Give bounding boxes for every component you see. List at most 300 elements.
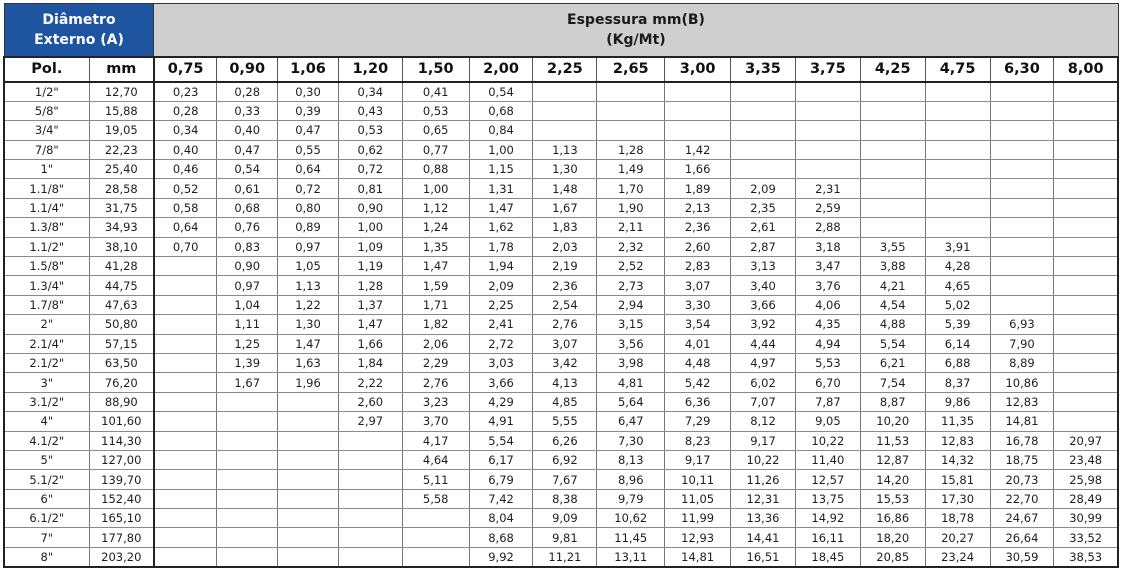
cell-weight: 1,00: [402, 179, 469, 198]
cell-pol: 5/8": [4, 101, 89, 120]
cell-weight: 0,84: [469, 121, 533, 140]
cell-weight: 1,78: [469, 237, 533, 256]
column-header-thickness: 1,06: [278, 57, 339, 82]
cell-weight: 1,28: [338, 276, 402, 295]
cell-weight: 1,94: [469, 257, 533, 276]
cell-weight: [217, 470, 278, 489]
cell-pol: 1.1/8": [4, 179, 89, 198]
cell-mm: 15,88: [89, 101, 154, 120]
cell-weight: 5,54: [860, 334, 925, 353]
cell-pol: 1.7/8": [4, 295, 89, 314]
cell-weight: [338, 489, 402, 508]
cell-weight: [154, 509, 217, 528]
cell-weight: 16,86: [860, 509, 925, 528]
cell-weight: 3,88: [860, 257, 925, 276]
cell-weight: 0,68: [469, 101, 533, 120]
table-row: [4, 373, 1118, 392]
cell-weight: 17,30: [925, 489, 990, 508]
cell-weight: 1,49: [597, 160, 665, 179]
cell-weight: 0,68: [217, 198, 278, 217]
outer-diameter-header-line1: Diâmetro: [42, 11, 116, 28]
cell-weight: 1,96: [278, 373, 339, 392]
cell-weight: [154, 392, 217, 411]
cell-weight: 8,13: [597, 450, 665, 469]
column-header-pol: Pol.: [4, 57, 89, 82]
cell-weight: 6,88: [925, 353, 990, 372]
column-header-row: [4, 57, 1118, 82]
cell-weight: 3,07: [533, 334, 597, 353]
cell-weight: [217, 412, 278, 431]
cell-weight: 0,90: [217, 257, 278, 276]
cell-weight: 2,09: [469, 276, 533, 295]
cell-weight: 1,66: [665, 160, 731, 179]
cell-weight: [860, 160, 925, 179]
table-row: [4, 237, 1118, 256]
cell-weight: [597, 101, 665, 120]
cell-weight: [338, 528, 402, 547]
cell-weight: [1054, 412, 1118, 431]
cell-pol: 6": [4, 489, 89, 508]
cell-weight: 0,28: [154, 101, 217, 120]
cell-weight: 1,15: [469, 160, 533, 179]
cell-weight: [597, 82, 665, 102]
cell-weight: 1,70: [597, 179, 665, 198]
cell-pol: 4.1/2": [4, 431, 89, 450]
cell-weight: 0,40: [154, 140, 217, 159]
cell-weight: 20,85: [860, 547, 925, 567]
cell-weight: 9,09: [533, 509, 597, 528]
cell-weight: 6,36: [665, 392, 731, 411]
cell-weight: [1054, 276, 1118, 295]
cell-weight: 2,25: [469, 295, 533, 314]
cell-weight: 1,59: [402, 276, 469, 295]
cell-weight: 1,13: [278, 276, 339, 295]
column-header-thickness: 1,50: [402, 57, 469, 82]
cell-weight: 4,91: [469, 412, 533, 431]
column-header-thickness: 0,75: [154, 57, 217, 82]
cell-mm: 47,63: [89, 295, 154, 314]
cell-weight: 0,61: [217, 179, 278, 198]
cell-mm: 50,80: [89, 315, 154, 334]
cell-weight: 2,59: [795, 198, 860, 217]
cell-weight: 6,17: [469, 450, 533, 469]
cell-weight: [990, 257, 1054, 276]
cell-weight: 28,49: [1054, 489, 1118, 508]
cell-weight: [925, 121, 990, 140]
cell-weight: 4,65: [925, 276, 990, 295]
cell-weight: 23,48: [1054, 450, 1118, 469]
column-header-thickness: 4,25: [860, 57, 925, 82]
cell-weight: 8,23: [665, 431, 731, 450]
cell-weight: 2,87: [731, 237, 796, 256]
cell-weight: [665, 101, 731, 120]
cell-weight: 12,93: [665, 528, 731, 547]
cell-mm: 44,75: [89, 276, 154, 295]
cell-weight: [278, 412, 339, 431]
outer-diameter-header: [4, 4, 154, 57]
cell-weight: [860, 140, 925, 159]
table-row: [4, 82, 1118, 102]
cell-weight: 5,39: [925, 315, 990, 334]
cell-weight: [731, 160, 796, 179]
cell-weight: 10,20: [860, 412, 925, 431]
cell-weight: 9,92: [469, 547, 533, 567]
cell-weight: 20,73: [990, 470, 1054, 489]
cell-weight: 1,04: [217, 295, 278, 314]
cell-weight: [990, 160, 1054, 179]
cell-weight: [154, 315, 217, 334]
column-header-thickness: 4,75: [925, 57, 990, 82]
cell-weight: 9,81: [533, 528, 597, 547]
table-row: [4, 489, 1118, 508]
cell-weight: [154, 295, 217, 314]
cell-weight: 1,24: [402, 218, 469, 237]
cell-weight: [217, 528, 278, 547]
cell-mm: 31,75: [89, 198, 154, 217]
cell-weight: [402, 509, 469, 528]
cell-weight: 15,53: [860, 489, 925, 508]
cell-pol: 2.1/4": [4, 334, 89, 353]
cell-weight: 5,02: [925, 295, 990, 314]
cell-weight: 2,94: [597, 295, 665, 314]
cell-weight: [533, 101, 597, 120]
cell-weight: [338, 547, 402, 567]
cell-weight: [1054, 160, 1118, 179]
weight-table-container: [3, 3, 1119, 568]
cell-weight: [154, 528, 217, 547]
cell-weight: 11,26: [731, 470, 796, 489]
cell-weight: [925, 101, 990, 120]
cell-weight: 11,40: [795, 450, 860, 469]
cell-weight: [402, 528, 469, 547]
cell-weight: 24,67: [990, 509, 1054, 528]
cell-weight: [217, 509, 278, 528]
cell-weight: 38,53: [1054, 547, 1118, 567]
cell-weight: 3,23: [402, 392, 469, 411]
cell-weight: 1,30: [533, 160, 597, 179]
cell-weight: 0,30: [278, 82, 339, 102]
cell-weight: 4,13: [533, 373, 597, 392]
table-row: [4, 450, 1118, 469]
cell-weight: 1,66: [338, 334, 402, 353]
cell-weight: 4,17: [402, 431, 469, 450]
cell-weight: 6,47: [597, 412, 665, 431]
cell-weight: 1,90: [597, 198, 665, 217]
cell-weight: 0,77: [402, 140, 469, 159]
cell-weight: 10,86: [990, 373, 1054, 392]
cell-weight: 2,76: [402, 373, 469, 392]
column-header-thickness: 8,00: [1054, 57, 1118, 82]
cell-mm: 127,00: [89, 450, 154, 469]
cell-pol: 3.1/2": [4, 392, 89, 411]
cell-weight: 1,83: [533, 218, 597, 237]
thickness-header: [154, 4, 1118, 57]
cell-weight: [860, 198, 925, 217]
cell-weight: 33,52: [1054, 528, 1118, 547]
cell-weight: [154, 373, 217, 392]
cell-weight: [925, 179, 990, 198]
cell-weight: 0,54: [217, 160, 278, 179]
cell-weight: 3,92: [731, 315, 796, 334]
table-row: [4, 315, 1118, 334]
cell-weight: [1054, 353, 1118, 372]
cell-weight: [990, 179, 1054, 198]
cell-mm: 101,60: [89, 412, 154, 431]
cell-weight: [860, 121, 925, 140]
table-row: [4, 431, 1118, 450]
cell-weight: 23,24: [925, 547, 990, 567]
cell-weight: 18,20: [860, 528, 925, 547]
cell-weight: 1,31: [469, 179, 533, 198]
cell-weight: 11,21: [533, 547, 597, 567]
cell-weight: 4,54: [860, 295, 925, 314]
cell-weight: 4,35: [795, 315, 860, 334]
cell-weight: 1,47: [338, 315, 402, 334]
cell-weight: [154, 353, 217, 372]
cell-weight: 0,83: [217, 237, 278, 256]
column-header-thickness: 2,65: [597, 57, 665, 82]
cell-weight: 2,22: [338, 373, 402, 392]
cell-weight: 2,88: [795, 218, 860, 237]
cell-weight: 0,23: [154, 82, 217, 102]
cell-weight: 0,97: [217, 276, 278, 295]
cell-mm: 114,30: [89, 431, 154, 450]
cell-weight: [990, 101, 1054, 120]
cell-weight: 3,70: [402, 412, 469, 431]
cell-weight: [1054, 257, 1118, 276]
cell-weight: 12,83: [925, 431, 990, 450]
cell-weight: [1054, 121, 1118, 140]
cell-weight: 30,59: [990, 547, 1054, 567]
cell-mm: 28,58: [89, 179, 154, 198]
cell-weight: 0,39: [278, 101, 339, 120]
cell-weight: 7,07: [731, 392, 796, 411]
cell-weight: 0,47: [217, 140, 278, 159]
cell-weight: [338, 431, 402, 450]
cell-weight: 1,67: [533, 198, 597, 217]
cell-weight: 9,86: [925, 392, 990, 411]
cell-weight: [990, 237, 1054, 256]
cell-weight: 0,72: [278, 179, 339, 198]
cell-weight: 13,75: [795, 489, 860, 508]
cell-weight: 2,31: [795, 179, 860, 198]
cell-weight: 0,65: [402, 121, 469, 140]
cell-pol: 7": [4, 528, 89, 547]
cell-weight: 5,53: [795, 353, 860, 372]
cell-mm: 41,28: [89, 257, 154, 276]
thickness-header-line2: (Kg/Mt): [606, 31, 666, 48]
cell-weight: 14,20: [860, 470, 925, 489]
cell-weight: [731, 101, 796, 120]
cell-weight: 11,53: [860, 431, 925, 450]
cell-weight: 1,47: [278, 334, 339, 353]
cell-weight: 1,47: [402, 257, 469, 276]
cell-weight: 0,53: [402, 101, 469, 120]
cell-weight: [860, 179, 925, 198]
cell-weight: 16,78: [990, 431, 1054, 450]
cell-weight: 8,68: [469, 528, 533, 547]
cell-weight: 3,98: [597, 353, 665, 372]
table-row: [4, 198, 1118, 217]
cell-mm: 88,90: [89, 392, 154, 411]
cell-weight: 0,76: [217, 218, 278, 237]
cell-weight: 26,64: [990, 528, 1054, 547]
cell-weight: [217, 392, 278, 411]
cell-weight: 1,39: [217, 353, 278, 372]
cell-weight: 15,81: [925, 470, 990, 489]
cell-weight: 7,54: [860, 373, 925, 392]
cell-weight: 6,70: [795, 373, 860, 392]
table-row: [4, 121, 1118, 140]
cell-weight: 0,58: [154, 198, 217, 217]
cell-weight: 1,05: [278, 257, 339, 276]
cell-weight: [990, 218, 1054, 237]
cell-weight: 25,98: [1054, 470, 1118, 489]
table-row: [4, 528, 1118, 547]
cell-weight: 0,70: [154, 237, 217, 256]
cell-weight: 0,88: [402, 160, 469, 179]
cell-weight: [278, 431, 339, 450]
cell-pol: 2": [4, 315, 89, 334]
cell-mm: 34,93: [89, 218, 154, 237]
cell-weight: 2,36: [665, 218, 731, 237]
cell-weight: 0,97: [278, 237, 339, 256]
cell-weight: 8,89: [990, 353, 1054, 372]
cell-weight: 1,42: [665, 140, 731, 159]
cell-weight: 4,81: [597, 373, 665, 392]
table-row: [4, 509, 1118, 528]
table-row: [4, 276, 1118, 295]
cell-weight: 1,30: [278, 315, 339, 334]
cell-weight: 4,88: [860, 315, 925, 334]
cell-weight: 4,64: [402, 450, 469, 469]
cell-weight: 11,99: [665, 509, 731, 528]
cell-weight: 10,22: [795, 431, 860, 450]
cell-pol: 1/2": [4, 82, 89, 102]
cell-weight: [154, 412, 217, 431]
cell-weight: 2,73: [597, 276, 665, 295]
cell-weight: 1,37: [338, 295, 402, 314]
column-header-thickness: 2,00: [469, 57, 533, 82]
cell-weight: 3,03: [469, 353, 533, 372]
cell-weight: 1,25: [217, 334, 278, 353]
cell-weight: 2,29: [402, 353, 469, 372]
cell-weight: [1054, 237, 1118, 256]
cell-weight: [154, 547, 217, 567]
cell-weight: [338, 509, 402, 528]
tube-weight-table: [3, 3, 1119, 568]
cell-weight: 3,55: [860, 237, 925, 256]
cell-weight: [597, 121, 665, 140]
cell-weight: [925, 160, 990, 179]
cell-mm: 57,15: [89, 334, 154, 353]
cell-weight: 2,72: [469, 334, 533, 353]
cell-weight: 0,43: [338, 101, 402, 120]
cell-weight: 4,94: [795, 334, 860, 353]
cell-pol: 7/8": [4, 140, 89, 159]
cell-weight: [990, 295, 1054, 314]
cell-mm: 38,10: [89, 237, 154, 256]
cell-mm: 19,05: [89, 121, 154, 140]
cell-weight: 2,13: [665, 198, 731, 217]
cell-weight: 6,79: [469, 470, 533, 489]
cell-weight: 11,05: [665, 489, 731, 508]
cell-weight: [154, 470, 217, 489]
cell-weight: [533, 82, 597, 102]
cell-weight: [990, 82, 1054, 102]
cell-weight: [795, 160, 860, 179]
cell-weight: 5,42: [665, 373, 731, 392]
cell-weight: 2,35: [731, 198, 796, 217]
cell-weight: 2,97: [338, 412, 402, 431]
cell-weight: 3,76: [795, 276, 860, 295]
cell-weight: [860, 218, 925, 237]
cell-weight: [795, 101, 860, 120]
cell-weight: 0,47: [278, 121, 339, 140]
cell-weight: 13,36: [731, 509, 796, 528]
cell-weight: 0,34: [338, 82, 402, 102]
cell-weight: [154, 450, 217, 469]
cell-weight: 12,57: [795, 470, 860, 489]
cell-weight: 4,48: [665, 353, 731, 372]
cell-weight: 2,36: [533, 276, 597, 295]
cell-weight: [278, 509, 339, 528]
column-header-thickness: 3,75: [795, 57, 860, 82]
cell-weight: 3,15: [597, 315, 665, 334]
cell-weight: 1,67: [217, 373, 278, 392]
cell-weight: 0,52: [154, 179, 217, 198]
cell-weight: 2,83: [665, 257, 731, 276]
cell-weight: [278, 470, 339, 489]
column-header-thickness: 3,00: [665, 57, 731, 82]
cell-weight: 0,64: [278, 160, 339, 179]
cell-weight: 2,06: [402, 334, 469, 353]
table-row: [4, 392, 1118, 411]
cell-pol: 1.5/8": [4, 257, 89, 276]
table-row: [4, 412, 1118, 431]
cell-weight: 5,55: [533, 412, 597, 431]
cell-pol: 1.3/4": [4, 276, 89, 295]
cell-weight: [731, 82, 796, 102]
cell-weight: 1,82: [402, 315, 469, 334]
cell-weight: [1054, 140, 1118, 159]
cell-weight: [338, 450, 402, 469]
cell-weight: 0,40: [217, 121, 278, 140]
cell-weight: 2,19: [533, 257, 597, 276]
cell-weight: 18,75: [990, 450, 1054, 469]
cell-weight: 5,64: [597, 392, 665, 411]
cell-weight: 3,07: [665, 276, 731, 295]
cell-weight: [665, 121, 731, 140]
table-row: [4, 218, 1118, 237]
cell-weight: [1054, 82, 1118, 102]
cell-weight: 2,52: [597, 257, 665, 276]
cell-weight: 16,11: [795, 528, 860, 547]
cell-weight: 12,31: [731, 489, 796, 508]
cell-weight: 1,09: [338, 237, 402, 256]
cell-pol: 4": [4, 412, 89, 431]
cell-weight: 16,51: [731, 547, 796, 567]
cell-weight: [1054, 373, 1118, 392]
cell-weight: [795, 82, 860, 102]
cell-mm: 12,70: [89, 82, 154, 102]
table-row: [4, 179, 1118, 198]
cell-weight: 2,76: [533, 315, 597, 334]
cell-weight: 0,64: [154, 218, 217, 237]
cell-pol: 2.1/2": [4, 353, 89, 372]
cell-weight: 2,54: [533, 295, 597, 314]
cell-weight: 0,28: [217, 82, 278, 102]
